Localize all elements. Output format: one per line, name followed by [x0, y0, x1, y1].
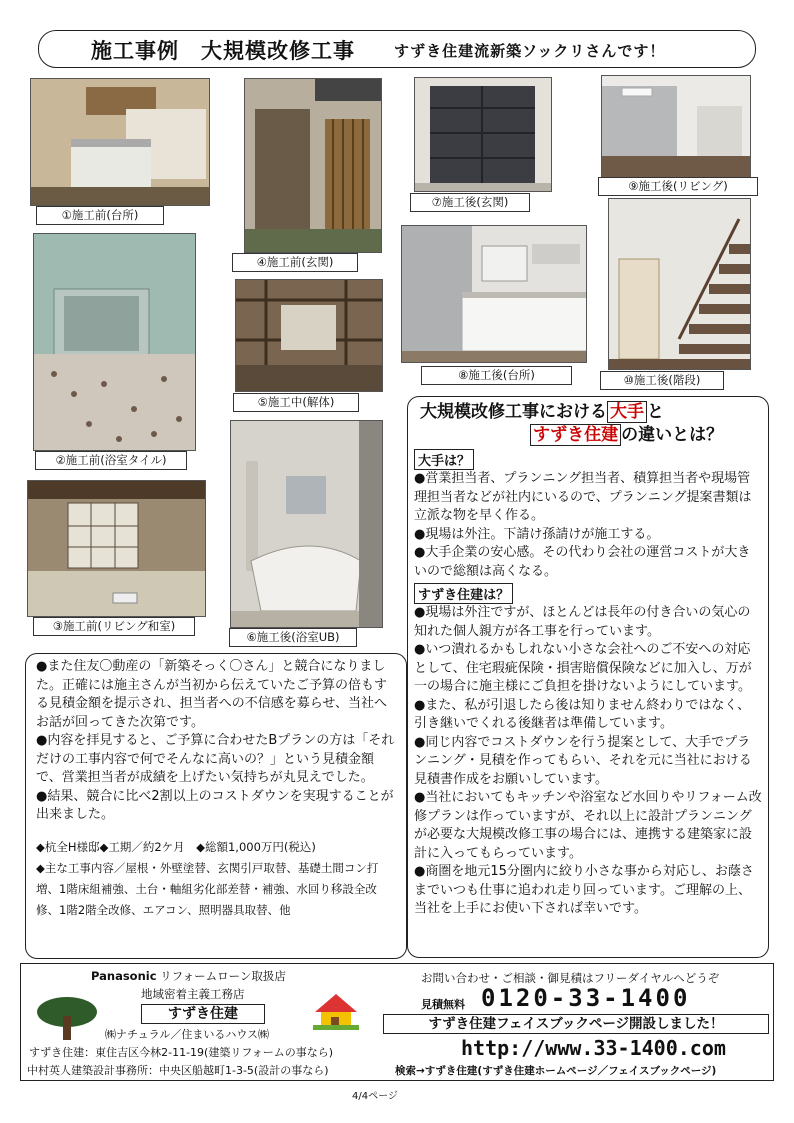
page-subtitle: すずき住建流新築ソックリさんです！ — [394, 42, 666, 60]
company-logo: すずき住建 — [141, 1004, 265, 1024]
photo-stairs-after — [608, 198, 751, 370]
photo-kitchen-before — [30, 78, 210, 206]
comparison-title — [414, 401, 762, 447]
address-design-office: 中村英人建築設計事務所：中央区船越町1-3-5(設計の事なら) — [27, 1064, 329, 1077]
facebook-banner[interactable]: すずき住建フェイスブックページ開設しました！ — [383, 1014, 769, 1034]
caption-photo-2: ②施工前(浴室タイル) — [35, 451, 187, 470]
photo-living-after — [601, 75, 751, 178]
section-daite-list — [414, 470, 762, 581]
bathroom-after-image — [231, 421, 383, 628]
project-spec: ◆杭全H様邸◆工期／約2ケ月 ◆総額1,000万円(税込) — [36, 839, 316, 854]
section-suzuki-list — [414, 604, 762, 919]
house-icon — [313, 992, 359, 1032]
address-suzuki: すずき住建：東住吉区今林2-11-19(建築リフォームの事なら) — [29, 1046, 334, 1059]
photo-kitchen-after — [401, 225, 587, 363]
living-after-image — [602, 76, 751, 178]
footer — [20, 963, 774, 1081]
title-suzuki: すずき住建 — [530, 424, 621, 446]
daite-point-1: ●営業担当者、プランニング担当者、積算担当者や現場管理担当者などが社内にいるので、プランニング提案書類は立派な物を早く作る。 — [414, 471, 752, 523]
photo-living-before — [27, 480, 206, 617]
contact-text: お問い合わせ・ご相談・御見積はフリーダイヤルへどうぞ — [421, 971, 720, 985]
stairs-after-image — [609, 199, 751, 370]
phone-number: 0120-33-1400 — [481, 984, 691, 1012]
suzuki-point-3: ●また、私が引退したら後は知りません終わりではなく、引き継いでくれる後継者は準備しています。 — [414, 697, 751, 731]
caption-photo-7: ⑦施工後(玄関) — [410, 193, 530, 212]
tree-icon — [35, 994, 99, 1044]
page-number: 4/4ページ — [352, 1091, 398, 1102]
daite-point-2: ●現場は外注。下請け孫請けが施工する。 — [414, 526, 660, 542]
caption-photo-4: ④施工前(玄関) — [232, 253, 358, 272]
caption-photo-8: ⑧施工後(台所) — [421, 366, 572, 385]
caption-photo-3: ③施工前(リビング和室) — [33, 617, 195, 636]
search-hint: 検索→すずき住建(すずき住建ホームページ／フェイスブックページ) — [395, 1065, 717, 1077]
website-url[interactable]: http://www.33-1400.com — [461, 1036, 726, 1060]
caption-photo-9: ⑨施工後(リビング) — [598, 177, 758, 196]
photo-bathroom-before — [33, 233, 196, 451]
free-estimate-label: 見積無料 — [421, 998, 465, 1011]
caption-photo-1: ①施工前(台所) — [36, 206, 164, 225]
suzuki-point-5: ●当社においてもキッチンや浴室など水回りやリフォーム改修プランは作っていますが、それ以上に設計プランニングが必要な大規模改修工事の場合には、連携する建築家に設計に入ってもらっています。 — [414, 790, 762, 861]
section-daite-title: 大手は？ — [414, 449, 474, 470]
title-line1-c: と — [647, 402, 664, 422]
story-paragraph-3: ●結果、競合に比べ2割以上のコストダウンを実現することが出来ました。 — [36, 788, 394, 822]
case-story — [36, 658, 396, 825]
caption-photo-6: ⑥施工後(浴室UB) — [229, 628, 357, 647]
story-paragraph-1: ●また住友〇動産の「新築そっく〇さん」と競合になりました。正確には施主さんが当初から伝えていたご予算の倍もする見積金額を提示され、担当者への不信感を募らせ、当社へお話が回ってきた次第です。 — [36, 659, 388, 730]
case-description-panel — [25, 653, 407, 959]
bathroom-before-image — [34, 234, 196, 451]
section-suzuki-title: すずき住建は？ — [414, 583, 513, 604]
project-works: ◆主な工事内容／屋根・外壁塗替、玄関引戸取替、基礎土間コン打増、1階床組補強、土台・軸組劣化部差替・補強、水回り移設全改修、1階2階全改修、エアコン、照明器具取替、他 — [36, 860, 379, 917]
photo-bathroom-after — [230, 420, 383, 628]
photo-entrance-after — [414, 77, 552, 192]
company-logo-sub: ㈱ナチュラル／住まいるハウス㈱ — [105, 1028, 270, 1041]
title-daite: 大手 — [607, 401, 647, 423]
caption-photo-5: ⑤施工中(解体) — [233, 393, 359, 412]
header-banner — [38, 30, 756, 68]
suzuki-point-2: ●いつ潰れるかもしれない小さな会社へのご不安への対応として、住宅瑕疵保険・損害賠償保険などに加入し、万が一の場合に施主様にご負担を掛けないようにしています。 — [414, 642, 752, 694]
panasonic-brand: Panasonic — [91, 969, 157, 983]
title-line2-b: の違いとは？ — [621, 425, 724, 445]
entrance-after-image — [415, 78, 552, 192]
panasonic-text: リフォームローン取扱店 — [156, 969, 286, 983]
entrance-before-image — [245, 79, 382, 253]
page-title: 施工事例 大規模改修工事 — [91, 39, 355, 63]
caption-photo-10: ⑩施工後(階段) — [600, 371, 724, 390]
daite-point-3: ●大手企業の安心感。その代わり会社の運営コストが大きいので総額は高くなる。 — [414, 545, 751, 579]
suzuki-point-1: ●現場は外注ですが、ほとんどは長年の付き合いの気心の知れた個人親方が各工事を行っています。 — [414, 605, 751, 639]
photo-entrance-before — [244, 78, 382, 253]
panasonic-line — [91, 968, 286, 984]
title-line1-a: 大規模改修工事における — [420, 402, 607, 422]
story-paragraph-2: ●内容を拝見すると、ご予算に合わせたBプランの方は「それだけの工事内容で何でそんなに高いの？」という見積金額で、営業担当者が成績を上げたい気持ちが丸見えでした。 — [36, 733, 395, 785]
photo-demolition — [235, 279, 383, 392]
kitchen-after-image — [402, 226, 587, 363]
suzuki-point-6: ●商圏を地元15分圏内に絞り小さな事から対応し、お蔭さまでいつも仕事に追われ走り回っています。ご理解の上、当社を上手にお使い下されば幸いです。 — [414, 864, 754, 916]
comparison-panel — [407, 396, 769, 958]
local-builder: 地域密着主義工務店 — [141, 987, 245, 1001]
kitchen-before-image — [31, 79, 210, 206]
demolition-image — [236, 280, 383, 392]
living-before-image — [28, 481, 206, 617]
suzuki-point-4: ●同じ内容でコストダウンを行う提案として、大手でプランニング・見積を作ってもらい、それを元に当社における見積書作成をお願いしています。 — [414, 734, 752, 787]
